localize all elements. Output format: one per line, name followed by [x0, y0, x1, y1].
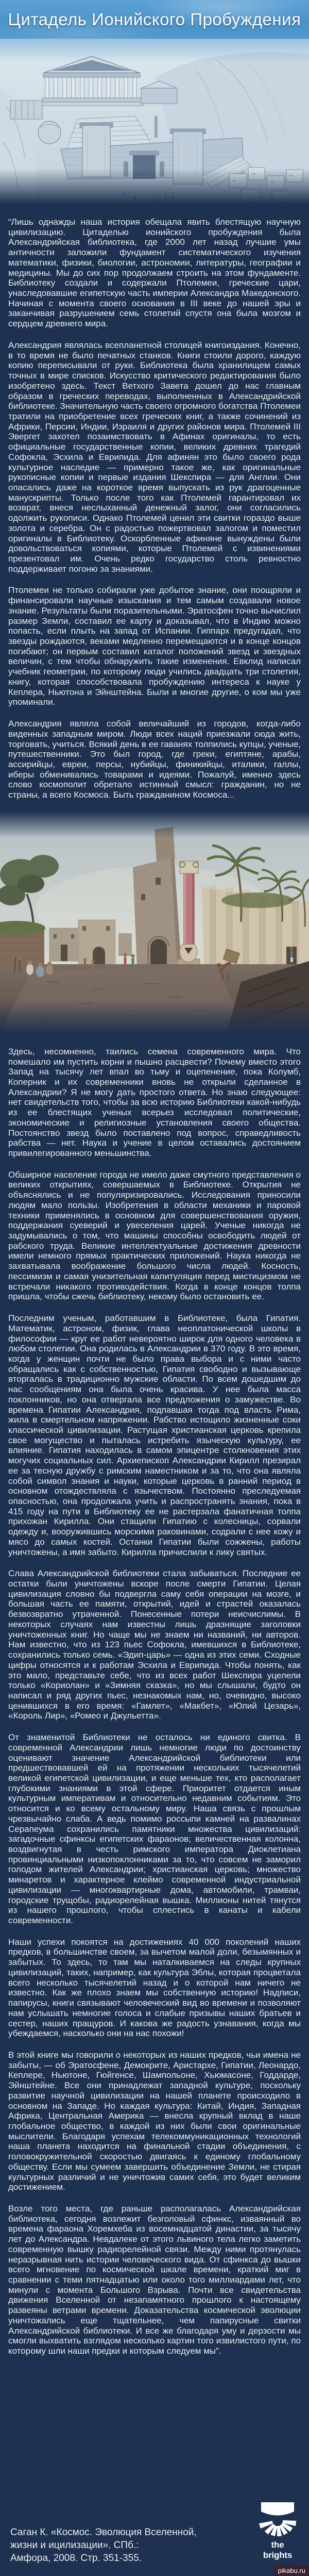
citation-line-3: Амфора, 2008. Стр. 351-355.	[10, 2552, 142, 2564]
sketch-bottom-fade	[0, 169, 309, 204]
paragraph: Обширное население города не имело даже смутного представления о великих открытиях, совершаемых в Библиотеке. Открытия не объяснялись и не популяризировались. Исследования приносили людям мало пользы. Изобретения в области механики и паровой техники применялись в основном для совершенствования оружия, поддержания суеверий и увеселения царей. Ученые никогда не задумывались о том, что машины способны освободить людей от рабского труда. Великие интеллектуальные достижения древности имели немного прямых практических приложений. Наука никогда не захватывала воображение большого числа людей. Косность, пессимизм и самая унизительная капитуляция перед мистицизмом не встречали никакого противодействия. Когда в конце концов толпа пришла, чтобы сжечь библиотеку, некому было остановить ее.	[8, 1169, 301, 1302]
brights-logo	[256, 2501, 299, 2561]
painting-bottom-fade	[0, 1001, 309, 1033]
library-of-alexandria-sketch	[0, 39, 309, 204]
paragraph: “Лишь однажды наша история обещала явить блестящую научную цивилизацию. Цитаделью ионийского пробуждения была Александрийская библиотека, где 2000 лет назад лучшие умы античности заложили фундамент систематического изучения математики, физики, биологии, астрономии, литературы, географии и медицины. Мы до сих пор продолжаем строить на этом фундаменте. Библиотеку создали и содержали Птолемеи, греческие цари, унаследовавшие египетскую часть империи Александра Македонского. Начиная с момента своего основания в III веке до нашей эры и заканчивая разрушением семь столетий спустя она была мозгом и сердцем древнего мира.	[8, 217, 301, 329]
citation	[10, 2526, 197, 2565]
citation-line-1: Саган К. «Космос. Эволюция Вселенной,	[10, 2527, 197, 2538]
paragraph: От знаменитой Библиотеки не осталось ни единого свитка. В современной Александрии лишь немногие люди по достоинству оценивают значение Александрийской библиотеки или предшествовавшей ей на протяжении нескольких тысячелетий великой египетской цивилизации, и еще меньше тех, кто располагает глубокими знаниями в этой сфере. Приоритет отдается иным культурным императивам и относительно недавним событиям. Это относится и ко всему остальному миру. Наша связь с прошлым чрезвычайно слаба. А ведь помимо россыпи камней на развалинах Серапеума сохранились памятники множества цивилизаций: загадочные сфинксы египетских фараонов; величественная колонна, воздвигнутая в честь римского императора Диоклетиана провинциальными низкопоклонниками за то, что совсем не заморил голодом жителей Александрии; христианская церковь; множество минаретов и характерное клеймо современной индустриальной цивилизации — многоквартирные дома, автомобили, трамваи, городские трущобы, радиорелейная вышка. Миллионы нитей тянутся из нашего прошлого, чтобы сплестись в канаты и кабели современности.	[8, 1732, 301, 1926]
paragraph: Здесь, несомненно, таились семена современного мира. Что помешало им пустить корни и пышно расцвести? Почему вместо этого Запад на тысячу лет впал во тьму и оцепенение, пока Колумб, Коперник и их современники вновь не открыли сделанное в Александрии? Я не могу дать простого ответа. Но знаю следующее: нет свидетельств того, чтобы за всю историю Библиотеки какой-нибудь из ее блестящих ученых всерьез исследовал политические, экономические и религиозные установления своего общества. Постоянство звезд было поставлено под вопрос, справедливость рабства — нет. Наука и учение в целом оставались достоянием привилегированного меньшинства.	[8, 1046, 301, 1158]
paragraph: Возле того места, где раньше располагалась Александрийская библиотека, сегодня возлежит безголовый сфинкс, изваянный во времена фараона Хоремхеба из восемнадцатой династии, за тысячу лет до Александра. Невдалеке от этого львиного тела легко заметить современную вышку радиорелейной связи. Между ними протянулась неразрывная нить истории человеческого вида. От сфинкса до вышки всего мгновение по космической шкале времени, краткий миг в сравнении с теми пятнадцатью или около того миллиардами лет, что минули с момента Большого Взрыва. Почти все свидетельства движения Вселенной от незапамятного прошлого к настоящему развеяны ветрами времени. Доказательства космической эволюции уничтожались еще тщательнее, чем папирусные свитки Александрийской библиотеки. И все же благодаря уму и дерзости мы смогли выхватить взглядом несколько картин того извилистого пути, по которому шли наши предки и которым следуем мы”.	[8, 2204, 301, 2356]
article-block-2	[0, 1033, 309, 2356]
obelisk	[154, 116, 158, 138]
paragraph: Птолемеи не только собирали уже добытое знание, они поощряли и финансировали научные изыскания и тем самым создавали новое знание. Результаты были поразительными. Эратосфен точно вычислил размер Земли, составил ее карту и доказывал, что в Индию можно попасть, если плыть на запад от Испании. Гиппарх предугадал, что звезды рождаются, веками медленно перемещаются и в конце концов погибают; он первым составил каталог положений звезд и звездных величин, с тем чтобы обнаружить такие изменения. Евклид написал учебник геометрии, по которому люди учились двадцать три столетия, книгу, которая способствовала пробуждению интереса к науке у Кеплера, Ньютона и Эйнштейна. Были и многие другие, о ком мы уже упоминали.	[8, 585, 301, 707]
paragraph: В этой книге мы говорили о некоторых из наших предков, чьи имена не забыты, — об Эратосфене, Демокрите, Аристархе, Гипатии, Леонардо, Кеплере, Ньютоне, Гюйгенсе, Шампольоне, Хьюмасоне, Годдарде, Эйнштейне. Все они принадлежат западной культуре, поскольку развитие научной цивилизации на нашей планете происходило в основном на Западе. Но каждая культура: Китай, Индия, Западная Африка, Центральная Америка — внесла крупный вклад в наше глобальное общество, в каждой из них были свои оригинальные мыслители. Благодаря успехам телекоммуникационных технологий наша планета находится на финальной стадии объединения, с головокружительной скоростью двигаясь к единому глобальному обществу. Если мы сумеем завершить объединение Земли, не стирая культурных различий и не уничтожив самих себя, это будет великим достижением.	[8, 2050, 301, 2192]
article-block-1	[0, 204, 309, 800]
paragraph: Наши успехи покоятся на достижениях 40 000 поколений наших предков, в большинстве своем, за вычетом малой доли, безымянных и забытых. То здесь, то там мы наталкиваемся на следы крупных цивилизаций, таких, например, как культура Эблы, которая процветала всего несколько тысячелетий назад и о которой нам ничего не известно. Как же плохо знаем мы собственную историю! Надписи, папирусы, книги связывают человеческий вид во времени и позволяют нам услышать немногие голоса и слабые призывы наших братьев и сестер, наших пращуров. И какова же радость узнавания, когда мы убеждаемся, насколько они на нас похожи!	[8, 1937, 301, 2039]
page-title: Цитадель Ионийского Пробуждения	[8, 10, 301, 29]
rotunda	[38, 121, 61, 144]
left-brick-wall	[0, 921, 45, 970]
paragraph: Слава Александрийской библиотеки стала забываться. Последние ее остатки были уничтожены вскоре после смерти Гипатии. Целая цивилизация словно бы подвергла саму себя операции на мозге, и большая часть ее памяти, открытий, идей и страстей оказалась безвозвратно утраченной. Понесенные потери неисчислимы. В некоторых случаях нам известны лишь дразнящие заголовки уничтоженных книг. Но чаще мы не знаем ни названий, ни авторов. Нам известно, что из 123 пьес Софокла, имевшихся в Библиотеке, сохранились только семь. «Эдип-царь» — одна из этих семи. Сходные цифры относятся и к работам Эсхила и Еврипида. Чтобы понять, как это мало, представьте себе, что из всех работ Шекспира уцелели только «Кориолан» и «Зимняя сказка», но мы слышали, будто он написал и ряд других пьес, незнакомых нам, но, очевидно, высоко ценившихся в его время: «Гамлет», «Макбет», «Юлий Цезарь», «Король Лир», «Ромео и Джульетта».	[8, 1568, 301, 1721]
alexandria-street-painting	[0, 812, 309, 1033]
paragraph: Последним ученым, работавшим в Библиотеке, была Гипатия. Математик, астроном, физик, глава неоплатонической школы в философии — круг ее работ невероятно широк для одного человека в любом столетии. Она родилась в Александрии в 370 году. В это время, когда у женщин почти не было права выбора и с ними часто обращались как с собственностью, Гипатия свободно и вызывающе вторгалась в традиционно мужские области. По всем дошедшим до нас сообщениям она была очень красива. У нее была масса поклонников, но она отвергала все предложения о замужестве. Во времена Гипатии Александрия, подпавшая тогда под власть Рима, жила в смертельном напряжении. Рабство истощило жизненные соки классической цивилизации. Растущая христианская церковь крепила свое могущество и пыталась истребить языческую культуру, ее влияние. Гипатия находилась в самом эпицентре столкновения этих могучих социальных сил. Архиепископ Александрии Кирилл презирал ее за тесную дружбу с римским наместником и за то, что она являла собой символ знания и науки, которые церковь в ранний период в основном отождествляла с язычеством. Постоянно преследуемая опасностью, она продолжала учить и распространять знания, пока в 415 году на пути в Библиотеку ее не растерзала фанатичная толпа прихожан Кирилла. Они стащили Гипатию с колесницы, сорвали одежду и, вооружившись морскими раковинами, содрали с нее кожу и мясо до самых костей. Останки Гипатии были сожжены, работы уничтожены, а имя забыто. Кирилла причислили к лику святых.	[8, 1313, 301, 1557]
painting-top-fade	[0, 812, 309, 838]
brights-sunrise-icon	[256, 2501, 299, 2536]
paragraph: Александрия являла собой величайший из городов, когда-либо виденных западным миром. Люди всех наций приезжали сюда жить, торговать, учиться. Всякий день в ее гаванях толпились купцы, ученые, путешественники. Это был город, где греки, египтяне, арабы, ассирийцы, евреи, персы, нубийцы, финикийцы, италики, галлы, иберы обменивались товарами и идеями. Пожалуй, именно здесь слово космополит обретало истинный смысл: гражданин, но не страны, а всего Космоса. Быть гражданином Космоса...	[8, 719, 301, 800]
pikabu-watermark: pikabu.ru	[274, 2566, 309, 2576]
sketch-top-haze	[0, 39, 309, 62]
paragraph: Александрия являлась всепланетной столицей книгоиздания. Конечно, в то время не было печатных станков. Книги стоили дорого, каждую копию переписывали от руки. Библиотека была хранилищем самых точных в мире списков. Искусство критического редактирования было изобретено здесь. Текст Ветхого Завета дошел до нас главным образом в греческих переводах, выполненных в Александрийской библиотеке. Значительную часть своего огромного богатства Птолемеи тратили на приобретение всех греческих книг, а также сочинений из Африки, Персии, Индии, Израиля и других районов мира. Птолемей III Эвергет захотел позаимствовать в Афинах оригиналы, то есть официальные государственные копии, великих древних трагедий Софокла, Эсхила и Еврипида. Для афинян это было своего рода культурное наследие — примерно такое же, как оригинальные рукописные копии и первые издания Шекспира — для Англии. Они опасались даже на короткое время выпускать из рук драгоценные манускрипты. Только после того как Птолемей гарантировал их возврат, внеся неслыханный денежный залог, они согласились одолжить рукописи. Однако Птолемей ценил эти свитки гораздо выше золота и серебра. Он с радостью пожертвовал залогом и поместил оригиналы в Библиотеку. Оскорбленные афиняне вынуждены были довольствоваться копиями, которые Птолемей с извинениями презентовал им. Очень редко государство столь ревностно поддерживает погоню за знаниями.	[8, 340, 301, 574]
brights-logo-text: the brights	[263, 2540, 293, 2560]
title-bar	[0, 0, 309, 39]
citation-line-2: жизни и ицилизации». СПб.:	[10, 2539, 139, 2551]
